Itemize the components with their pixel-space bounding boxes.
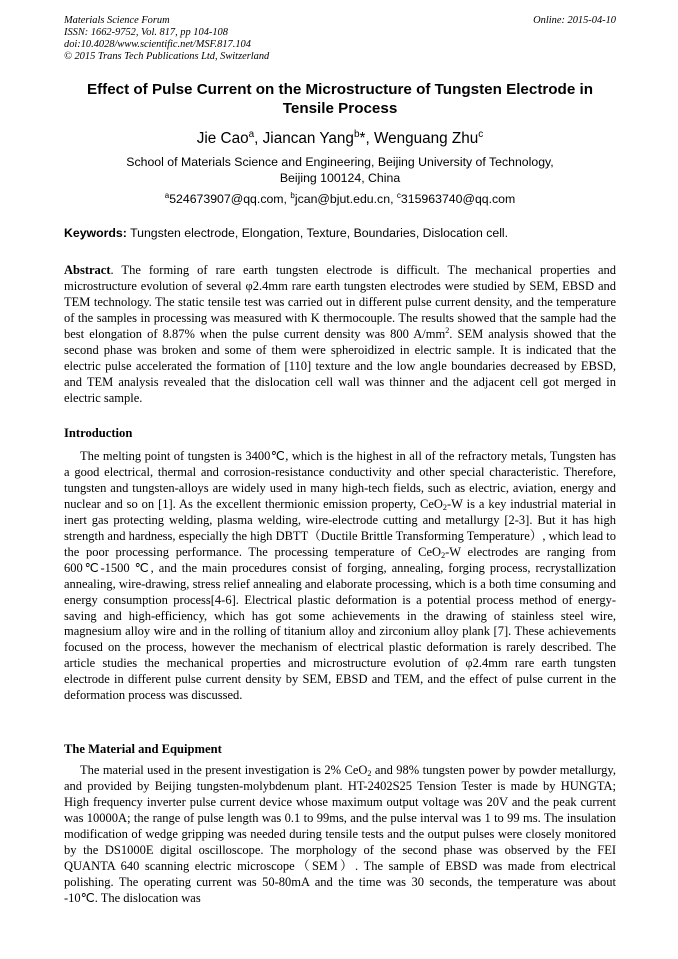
affil-marker: b: [353, 129, 360, 141]
abstract: [64, 263, 616, 407]
email-list: [64, 191, 616, 207]
affil-marker: c: [396, 191, 401, 201]
affil-marker: a: [248, 129, 255, 141]
author-separator: ,: [365, 130, 374, 147]
paragraph-text: The material used in the present investigation is 2% CeO: [80, 763, 368, 777]
author-name: Jie Cao: [196, 130, 249, 147]
subscript: 2: [442, 502, 447, 512]
author-name: Jiancan Yang: [262, 130, 354, 147]
introduction-body: [64, 449, 616, 704]
subscript: 2: [367, 769, 372, 779]
author-name: Wenguang Zhu: [373, 130, 479, 147]
doi-line: doi:10.4028/www.scientific.net/MSF.817.104: [64, 39, 251, 50]
affil-marker: b: [290, 191, 295, 201]
issn-line: ISSN: 1662-9752, Vol. 817, pp 104-108: [64, 27, 228, 38]
title-line-2: Tensile Process: [282, 100, 398, 117]
materials-body: [64, 763, 616, 907]
keywords: [64, 225, 616, 241]
section-heading-materials: The Material and Equipment: [64, 742, 222, 756]
email-link[interactable]: jcan@bjut.edu.cn: [294, 192, 391, 206]
affiliation-line-2: Beijing 100124, China: [279, 171, 401, 185]
affil-marker: a: [164, 191, 170, 201]
author-list: [64, 129, 616, 149]
paper-title: [64, 80, 616, 118]
paragraph-text: The melting point of tungsten is 3400℃, which is the highest in all of the refractory metals, Tungsten has a good electrical, thermal and corrosion-resistance conductivity and other special characteristic. Therefore, tungsten and tungsten-alloys are widely used in many high-tech fields, such as electric, aviation, energy and nuclear and so on [1]. As the excellent thermionic emission property, CeO: [64, 449, 616, 511]
email-separator: ,: [390, 192, 397, 206]
superscript: 2: [445, 325, 450, 335]
paragraph-text: -W is a key industrial material in inert gas protecting welding, plasma welding, wire-electrode cutting and metallurgy [2-3]. But it has high strength and hardness, especially the high DBTT（Ductile Brittle Transforming Temperature）, which lead to the poor processing performance. The processing temperature of CeO: [64, 496, 616, 559]
abstract-text: . The forming of rare earth tungsten electrode is difficult. The mechanical properties and microstructure evolution of several φ2.4mm rare earth tungsten electrodes were studied by SEM, EBSD and TEM technology. The static tensile test was carried out in different pulse current density, and the temperature of the samples in processing was measured with K thermocouple. The results showed that the sample had the best elongation of 8.87% when the pulse current density was 800 A/mm: [64, 263, 616, 341]
subscript: 2: [441, 550, 446, 560]
affil-marker: c: [478, 129, 484, 141]
title-line-1: Effect of Pulse Current on the Microstructure of Tungsten Electrode in: [86, 81, 593, 98]
corresponding-mark: *: [359, 130, 366, 147]
author-separator: ,: [254, 130, 263, 147]
paragraph-text: and 98% tungsten power by powder metallurgy, and provided by Beijing tungsten-molybdenum plant. HT-2402S25 Tension Tester is made by HUNGTA; High frequency inverter pulse current device whose maximum output voltage was 20V and the peak current was 10000A; the range of pulse length was 0.1 to 99ms, and the pulse interval was 1 to 99 ms. The insulation modification of wedge gripping was needed during tensile tests and the output pulses were closely monitored by the DS1000E digital oscilloscope. The morphology of the second phase was observed by the FEI QUANTA 640 scanning electric microscope（SEM）. The sample of EBSD was made from electrical polishing. The operating current was 50-80mA and the time was 30 seconds, the temperature was about -10℃. The dislocation was: [64, 763, 616, 905]
affiliation: [64, 154, 616, 186]
journal-header: [64, 15, 616, 63]
abstract-text: . SEM analysis showed that the second phase was broken and some of them were spheroidized in electric sample. It is indicated that the electric pulse accelerated the formation of [110] texture and the low angle boundaries decreased by EBSD, and TEM analysis revealed that the dislocation cell wall was thinner and the adjacent cell got merged in electric sample.: [64, 326, 617, 405]
section-heading-introduction: Introduction: [64, 426, 133, 440]
copyright-line: © 2015 Trans Tech Publications Ltd, Switzerland: [64, 51, 270, 62]
email-link[interactable]: 315963740@qq.com: [400, 192, 516, 206]
paragraph-text: -W electrodes are ranging from 600℃-1500 ℃, and the main procedures consist of forging, annealing, forging process, recrystallization annealing, wire-drawing, stress relief annealing and elaborate processing, which is a both time consuming and energy consumption process[4-6]. Electrical plastic deformation is a potential process method of energy-saving and high-efficiency, which has got some achievements in the drawing of stainless steel wire, magnesium alloy wire and in the rolling of titanium alloy and zirconium alloy plank [7]. These achievements focused on the process, however the mechanism of electrical plastic deformation is rarely described. The article studies the mechanical properties and microstructure evolution of φ2.4mm rare earth tungsten electrode in different pulse current density by SEM, EBSD and TEM, and the effect of pulse current in the deformation process was discussed.: [64, 544, 616, 703]
online-date: Online: 2015-04-10: [533, 15, 616, 26]
journal-name: Materials Science Forum: [64, 15, 170, 26]
email-separator: ,: [283, 192, 291, 206]
abstract-label: Abstract: [64, 263, 111, 277]
email-link[interactable]: 524673907@qq.com: [169, 192, 284, 206]
affiliation-line-1: School of Materials Science and Engineering, Beijing University of Technology,: [126, 155, 554, 169]
keywords-label: Keywords:: [64, 226, 127, 240]
keywords-text: Tungsten electrode, Elongation, Texture, Boundaries, Dislocation cell.: [126, 226, 509, 240]
